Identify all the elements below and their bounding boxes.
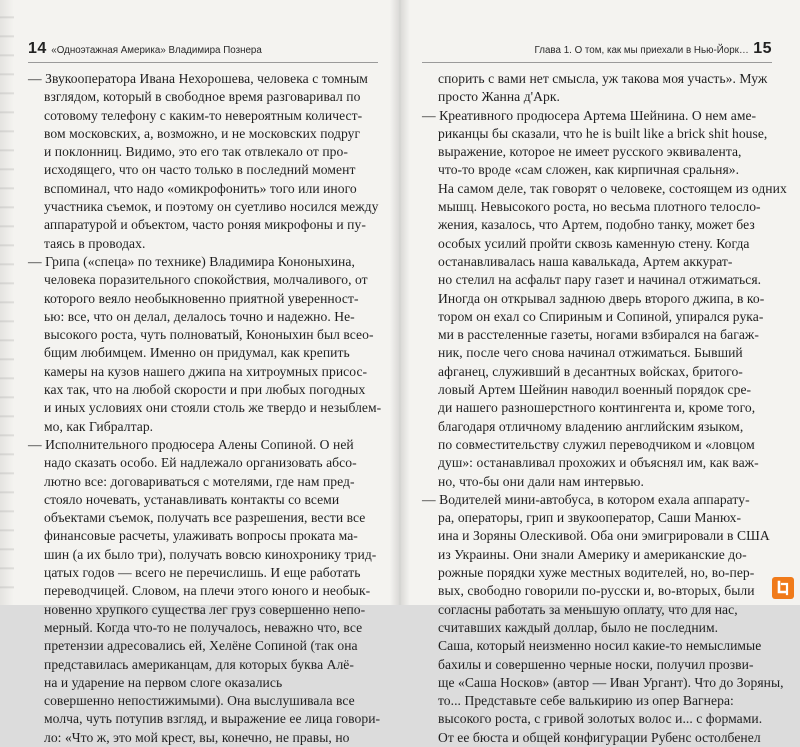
text-line: объектами съемок, получать все разрешения, вести все <box>44 510 366 526</box>
right-running-head-title: Глава 1. О том, как мы приехали в Нью-Йорк… <box>534 45 749 56</box>
text-line: сотовому телефону с каким-то невероятным количест- <box>44 107 363 123</box>
text-line: высокого роста, чуть полноватый, Кононыхин был всео- <box>44 327 374 343</box>
text-line: ник, после чего снова начинал отжиматься. Бывший <box>438 345 743 361</box>
text-line: мо, как Гибралтар. <box>44 418 154 434</box>
text-line: бщим любимцем. Именно он придумал, как крепить <box>44 345 350 361</box>
right-running-head <box>535 40 772 58</box>
text-line: новенно хрупкого существа лег груз совершенно непо- <box>44 601 366 617</box>
text-line: претензии адресовались ей, Хелёне Сопиной (так она <box>44 638 358 654</box>
text-line: благодаря отличному владению английским языком, <box>438 418 744 434</box>
text-line: ще «Саша Носков» (автор — Иван Ургант). Что до Зоряны, <box>438 674 784 690</box>
litres-logo-icon <box>772 577 794 599</box>
text-line: шин (а их было три), получать вовсю кинохронику трид- <box>44 546 377 562</box>
text-line: и иных условиях они стояли столь же твердо и незыблем- <box>44 400 382 416</box>
text-line: высокого роста, с гривой золотых волос и... с формами. <box>438 711 763 727</box>
text-line: из Украины. Они знали Америку и американские до- <box>438 546 747 562</box>
text-line: камеры на кузов нашего джипа на хитроумных присос- <box>44 363 368 379</box>
text-line: Иногда он открывал заднюю дверь второго джипа, в ко- <box>438 290 765 306</box>
text-line: останавливалась наша кавалькада, Артем аккурат- <box>438 253 733 269</box>
text-line: которого веяло необыкновенно приятной уверенност- <box>44 290 359 306</box>
right-page-number: 15 <box>753 40 772 57</box>
page-edge-shadow <box>0 0 14 605</box>
text-line: молча, чуть потупив взгляд, и выражение ее лица говори- <box>44 711 381 727</box>
text-line: — Исполнительного продюсера Алены Сопиной. О ней <box>28 436 354 452</box>
text-line: тором он ехал со Спириным и Сопиной, упиралcя рука- <box>438 308 764 324</box>
text-line: совершенно непостижимыми). Она выслушивала все <box>44 693 355 709</box>
text-line: Саша, который неизменно носил какие-то немыслимые <box>438 638 762 654</box>
text-line: аппаратурой и объектом, часто роняя микрофоны и пу- <box>44 217 366 233</box>
text-line: ина и Зоряны Олескивой. Оба они эмигрировали в США <box>438 528 770 544</box>
text-line: От ее бюста и общей конфигурации Рубенс остолбенел <box>438 729 761 745</box>
text-line: согласны работать за меньшую оплату, что для нас, <box>438 601 738 617</box>
text-line: риканцы бы сказали, что he is built like a brick shit house, <box>438 125 768 141</box>
text-line: вом московских, а, возможно, и не московских подруг <box>44 125 361 141</box>
text-line: — Креативного продюсера Артема Шейнина. О нем аме- <box>422 107 757 123</box>
text-line: На самом деле, так говорят о человеке, состоящем из одних <box>438 180 787 196</box>
text-line: и поклонниц. Видимо, это его так отвлекало от про- <box>44 144 348 160</box>
text-line: выражение, которое не имеет русского эквивалента, <box>438 144 742 160</box>
text-line: ди нашего разношерстного контингента и, кроме того, <box>438 400 756 416</box>
text-line: мышц. Невысокого роста, но весьма плотного телосло- <box>438 199 761 215</box>
text-line: особых усилий пройти сквозь каменную стену. Когда <box>438 235 750 251</box>
text-line: ках так, что на любой скорости и при любых погодных <box>44 382 366 398</box>
text-line: надо сказать особо. Ей надлежало организовать абсо- <box>44 455 357 471</box>
left-running-head <box>28 40 262 58</box>
text-line: вспоминал, что надо «омикрофонить» того или иного <box>44 180 357 196</box>
text-line: просто Жанна д'Арк. <box>438 89 560 105</box>
left-header-rule <box>28 62 378 63</box>
text-line: лютно все: договариваться с мотелями, где нам пред- <box>44 473 355 489</box>
right-header-rule <box>422 62 772 63</box>
text-line: ми в расстеленные газеты, ногами взбирался на багаж- <box>438 327 759 343</box>
left-running-head-title: «Одноэтажная Америка» Владимира Познера <box>51 45 262 56</box>
text-line: душ»: останавливал прохожих и объяснял им, как важ- <box>438 455 759 471</box>
left-page <box>0 0 400 745</box>
text-line: афганец, служивший в десантных войсках, бритого- <box>438 363 743 379</box>
text-line: рожные порядки хуже местных водителей, но, во-пер- <box>438 565 755 581</box>
text-line: что-то вроде «сам сложен, как кирпичная сральня». <box>438 162 740 178</box>
text-line: — Звукооператора Ивана Нехорошева, человека с томным <box>28 71 368 86</box>
text-line: на и ударение на первом слоге оказались <box>44 674 283 690</box>
text-line: — Грипа («спеца» по технике) Владимира Кононыхина, <box>28 253 355 269</box>
left-body-text <box>28 70 382 747</box>
text-line: цатых годов — всего не перечислишь. И еще работать <box>44 565 361 581</box>
text-line: ра, операторы, грип и звукооператор, Саши Манюх- <box>438 510 742 526</box>
text-line: но стелил на асфальт пару газет и начинал отжиматься. <box>438 272 762 288</box>
text-line: но, что-бы они дали нам интервью. <box>438 473 644 489</box>
text-line: взглядом, который в свободное время разговаривал по <box>44 89 361 105</box>
text-line: переводчицей. Словом, на плечи этого юного и необык- <box>44 583 371 599</box>
text-line: жения, казалось, что Артем, подобно танку, может без <box>438 217 755 233</box>
text-line: человека поразительного спокойствия, молчаливого, от <box>44 272 368 288</box>
right-page <box>400 0 800 745</box>
text-line: то... Представьте себе валькирию из опер Вагнера: <box>438 693 734 709</box>
text-line: ло: «Что ж, это мой крест, вы, конечно, не правы, но <box>44 729 350 745</box>
text-line: считавших каждый доллар, было не последним. <box>438 619 719 635</box>
text-line: участника съемок, и поэтому он суетливо носился между <box>44 199 379 215</box>
text-line: — Водителей мини-автобуса, в котором ехала аппарату- <box>422 491 750 507</box>
text-line: по совместительству служил переводчиком и «ловцом <box>438 436 755 452</box>
text-line: бахилы и совершенно черные носки, получил прозви- <box>438 656 754 672</box>
text-line: представилась американцам, для которых буква Алё- <box>44 656 354 672</box>
text-line: спорить с вами нет смысла, уж такова моя участь». Муж <box>438 71 768 86</box>
text-line: исходящего, что он часто только в последний момент <box>44 162 356 178</box>
right-body-text <box>422 70 787 747</box>
text-line: таясь в проводах. <box>44 235 146 251</box>
text-line: ью: все, что он делал, делалось точно и надежно. Не- <box>44 308 355 324</box>
left-page-number: 14 <box>28 40 47 57</box>
text-line: ловый Артем Шейнин наводил военный порядок сре- <box>438 382 752 398</box>
text-line: вых, свободно говорили по-русски и, во-вторых, были <box>438 583 755 599</box>
text-line: мерный. Когда что-то не получалось, неважно что, все <box>44 619 363 635</box>
text-line: финансовые расчеты, улаживать вопросы проката ма- <box>44 528 358 544</box>
text-line: стояло ночевать, устанавливать контакты со всеми <box>44 491 340 507</box>
